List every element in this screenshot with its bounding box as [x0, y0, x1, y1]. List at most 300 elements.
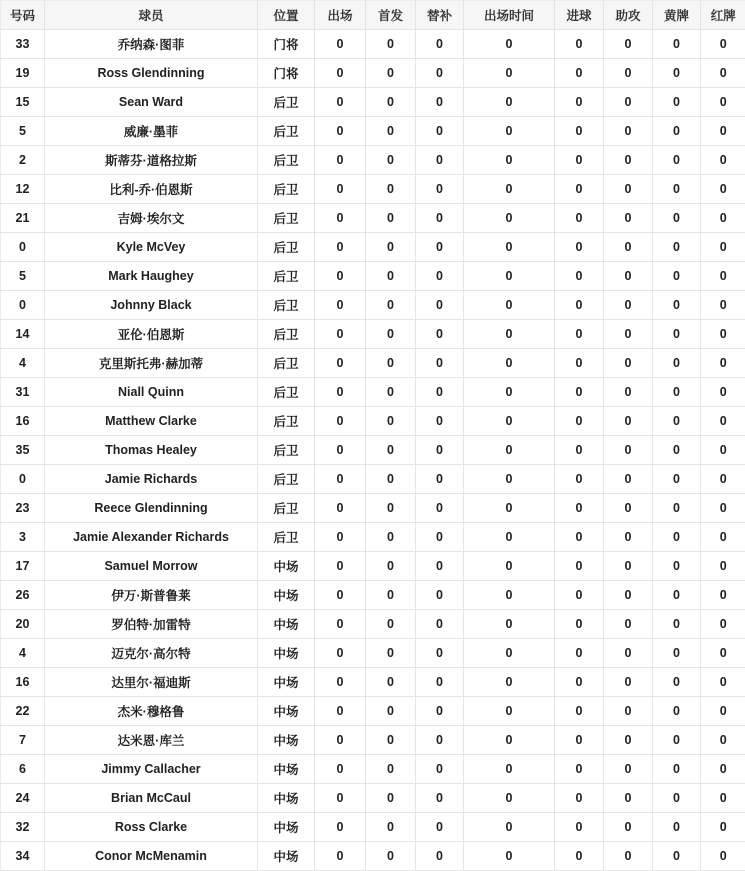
cell-assists: 0 [604, 523, 653, 552]
cell-assists: 0 [604, 784, 653, 813]
cell-assists: 0 [604, 465, 653, 494]
cell-apps: 0 [315, 726, 366, 755]
cell-starts: 0 [366, 465, 416, 494]
cell-apps: 0 [315, 668, 366, 697]
cell-yellow: 0 [653, 88, 701, 117]
cell-player: 迈克尔·高尔特 [45, 639, 258, 668]
column-header-subs: 替补 [416, 1, 464, 30]
cell-number: 7 [1, 726, 45, 755]
cell-red: 0 [701, 552, 745, 581]
cell-assists: 0 [604, 175, 653, 204]
table-row [1, 262, 745, 291]
cell-apps: 0 [315, 291, 366, 320]
cell-starts: 0 [366, 784, 416, 813]
cell-minutes: 0 [464, 697, 555, 726]
cell-apps: 0 [315, 697, 366, 726]
cell-minutes: 0 [464, 436, 555, 465]
cell-position: 后卫 [258, 262, 315, 291]
cell-goals: 0 [555, 784, 604, 813]
cell-yellow: 0 [653, 842, 701, 871]
cell-yellow: 0 [653, 494, 701, 523]
cell-yellow: 0 [653, 146, 701, 175]
cell-subs: 0 [416, 581, 464, 610]
cell-red: 0 [701, 755, 745, 784]
cell-apps: 0 [315, 233, 366, 262]
cell-red: 0 [701, 465, 745, 494]
cell-red: 0 [701, 349, 745, 378]
cell-starts: 0 [366, 668, 416, 697]
cell-number: 2 [1, 146, 45, 175]
header-row [1, 1, 745, 30]
cell-red: 0 [701, 117, 745, 146]
cell-number: 24 [1, 784, 45, 813]
cell-number: 0 [1, 233, 45, 262]
cell-number: 19 [1, 59, 45, 88]
cell-player: Jamie Richards [45, 465, 258, 494]
cell-minutes: 0 [464, 523, 555, 552]
cell-player: 杰米·穆格鲁 [45, 697, 258, 726]
cell-minutes: 0 [464, 407, 555, 436]
cell-goals: 0 [555, 378, 604, 407]
column-header-assists: 助攻 [604, 1, 653, 30]
column-header-starts: 首发 [366, 1, 416, 30]
cell-subs: 0 [416, 30, 464, 59]
cell-number: 16 [1, 668, 45, 697]
cell-goals: 0 [555, 233, 604, 262]
table-row [1, 668, 745, 697]
cell-assists: 0 [604, 552, 653, 581]
cell-player: Sean Ward [45, 88, 258, 117]
table-row [1, 88, 745, 117]
cell-number: 0 [1, 465, 45, 494]
table-row [1, 610, 745, 639]
cell-yellow: 0 [653, 233, 701, 262]
cell-number: 14 [1, 320, 45, 349]
cell-subs: 0 [416, 813, 464, 842]
cell-yellow: 0 [653, 610, 701, 639]
cell-number: 21 [1, 204, 45, 233]
cell-subs: 0 [416, 320, 464, 349]
cell-subs: 0 [416, 610, 464, 639]
cell-player: Matthew Clarke [45, 407, 258, 436]
table-row [1, 204, 745, 233]
table-row [1, 291, 745, 320]
cell-assists: 0 [604, 320, 653, 349]
column-header-position: 位置 [258, 1, 315, 30]
cell-red: 0 [701, 59, 745, 88]
cell-goals: 0 [555, 726, 604, 755]
cell-position: 后卫 [258, 175, 315, 204]
cell-position: 后卫 [258, 465, 315, 494]
cell-minutes: 0 [464, 262, 555, 291]
cell-assists: 0 [604, 755, 653, 784]
cell-minutes: 0 [464, 59, 555, 88]
cell-starts: 0 [366, 262, 416, 291]
cell-player: 比利-乔·伯恩斯 [45, 175, 258, 204]
cell-subs: 0 [416, 117, 464, 146]
cell-apps: 0 [315, 465, 366, 494]
cell-assists: 0 [604, 842, 653, 871]
cell-red: 0 [701, 523, 745, 552]
cell-number: 3 [1, 523, 45, 552]
cell-subs: 0 [416, 726, 464, 755]
cell-player: 吉姆·埃尔文 [45, 204, 258, 233]
cell-red: 0 [701, 175, 745, 204]
cell-position: 中场 [258, 755, 315, 784]
cell-subs: 0 [416, 494, 464, 523]
cell-red: 0 [701, 813, 745, 842]
cell-number: 33 [1, 30, 45, 59]
cell-subs: 0 [416, 233, 464, 262]
cell-goals: 0 [555, 552, 604, 581]
cell-goals: 0 [555, 320, 604, 349]
table-row [1, 552, 745, 581]
cell-minutes: 0 [464, 378, 555, 407]
cell-starts: 0 [366, 755, 416, 784]
cell-player: Brian McCaul [45, 784, 258, 813]
cell-starts: 0 [366, 233, 416, 262]
cell-red: 0 [701, 233, 745, 262]
table-row [1, 494, 745, 523]
cell-assists: 0 [604, 262, 653, 291]
cell-number: 23 [1, 494, 45, 523]
cell-position: 中场 [258, 552, 315, 581]
column-header-player: 球员 [45, 1, 258, 30]
table-row [1, 523, 745, 552]
cell-apps: 0 [315, 494, 366, 523]
cell-minutes: 0 [464, 88, 555, 117]
cell-apps: 0 [315, 407, 366, 436]
cell-yellow: 0 [653, 175, 701, 204]
cell-position: 中场 [258, 842, 315, 871]
cell-subs: 0 [416, 407, 464, 436]
cell-starts: 0 [366, 523, 416, 552]
cell-player: Ross Clarke [45, 813, 258, 842]
cell-minutes: 0 [464, 581, 555, 610]
cell-red: 0 [701, 436, 745, 465]
cell-assists: 0 [604, 88, 653, 117]
cell-starts: 0 [366, 320, 416, 349]
cell-position: 后卫 [258, 320, 315, 349]
cell-player: 威廉·墨菲 [45, 117, 258, 146]
cell-player: Jamie Alexander Richards [45, 523, 258, 552]
table-row [1, 697, 745, 726]
cell-position: 后卫 [258, 146, 315, 175]
cell-starts: 0 [366, 842, 416, 871]
cell-position: 中场 [258, 784, 315, 813]
cell-apps: 0 [315, 59, 366, 88]
cell-yellow: 0 [653, 668, 701, 697]
table-row [1, 117, 745, 146]
cell-red: 0 [701, 842, 745, 871]
cell-apps: 0 [315, 755, 366, 784]
cell-red: 0 [701, 204, 745, 233]
table-row [1, 175, 745, 204]
cell-red: 0 [701, 291, 745, 320]
cell-minutes: 0 [464, 494, 555, 523]
cell-apps: 0 [315, 436, 366, 465]
cell-position: 后卫 [258, 407, 315, 436]
cell-number: 35 [1, 436, 45, 465]
table-row [1, 407, 745, 436]
cell-starts: 0 [366, 59, 416, 88]
cell-number: 31 [1, 378, 45, 407]
cell-subs: 0 [416, 523, 464, 552]
cell-red: 0 [701, 494, 745, 523]
cell-assists: 0 [604, 30, 653, 59]
cell-subs: 0 [416, 465, 464, 494]
cell-number: 32 [1, 813, 45, 842]
cell-apps: 0 [315, 523, 366, 552]
cell-position: 中场 [258, 813, 315, 842]
cell-assists: 0 [604, 117, 653, 146]
cell-starts: 0 [366, 88, 416, 117]
cell-minutes: 0 [464, 146, 555, 175]
cell-starts: 0 [366, 175, 416, 204]
cell-apps: 0 [315, 378, 366, 407]
cell-goals: 0 [555, 436, 604, 465]
cell-player: Samuel Morrow [45, 552, 258, 581]
cell-red: 0 [701, 784, 745, 813]
cell-apps: 0 [315, 320, 366, 349]
cell-assists: 0 [604, 610, 653, 639]
cell-player: Jimmy Callacher [45, 755, 258, 784]
table-row [1, 436, 745, 465]
cell-yellow: 0 [653, 697, 701, 726]
cell-number: 16 [1, 407, 45, 436]
cell-minutes: 0 [464, 465, 555, 494]
cell-number: 15 [1, 88, 45, 117]
cell-goals: 0 [555, 842, 604, 871]
cell-goals: 0 [555, 639, 604, 668]
cell-minutes: 0 [464, 668, 555, 697]
cell-player: 伊万·斯普鲁莱 [45, 581, 258, 610]
cell-subs: 0 [416, 755, 464, 784]
cell-goals: 0 [555, 262, 604, 291]
cell-red: 0 [701, 581, 745, 610]
cell-subs: 0 [416, 784, 464, 813]
table-row [1, 30, 745, 59]
cell-assists: 0 [604, 349, 653, 378]
cell-player: 亚伦·伯恩斯 [45, 320, 258, 349]
cell-position: 中场 [258, 610, 315, 639]
cell-assists: 0 [604, 494, 653, 523]
cell-goals: 0 [555, 59, 604, 88]
table-row [1, 378, 745, 407]
table-row [1, 581, 745, 610]
cell-yellow: 0 [653, 552, 701, 581]
cell-number: 6 [1, 755, 45, 784]
cell-minutes: 0 [464, 117, 555, 146]
cell-player: 达里尔·福迪斯 [45, 668, 258, 697]
cell-goals: 0 [555, 465, 604, 494]
cell-position: 后卫 [258, 291, 315, 320]
table-row [1, 146, 745, 175]
cell-subs: 0 [416, 262, 464, 291]
cell-apps: 0 [315, 30, 366, 59]
cell-yellow: 0 [653, 436, 701, 465]
cell-starts: 0 [366, 494, 416, 523]
cell-goals: 0 [555, 30, 604, 59]
cell-yellow: 0 [653, 30, 701, 59]
cell-minutes: 0 [464, 813, 555, 842]
cell-assists: 0 [604, 291, 653, 320]
cell-player: Thomas Healey [45, 436, 258, 465]
cell-red: 0 [701, 668, 745, 697]
cell-position: 中场 [258, 668, 315, 697]
cell-subs: 0 [416, 697, 464, 726]
cell-starts: 0 [366, 30, 416, 59]
cell-subs: 0 [416, 204, 464, 233]
column-header-number: 号码 [1, 1, 45, 30]
cell-goals: 0 [555, 523, 604, 552]
cell-goals: 0 [555, 668, 604, 697]
table-row [1, 465, 745, 494]
cell-minutes: 0 [464, 233, 555, 262]
table-row [1, 233, 745, 262]
cell-assists: 0 [604, 639, 653, 668]
cell-player: 罗伯特·加雷特 [45, 610, 258, 639]
cell-position: 中场 [258, 639, 315, 668]
cell-position: 中场 [258, 697, 315, 726]
cell-player: Kyle McVey [45, 233, 258, 262]
cell-number: 5 [1, 117, 45, 146]
cell-starts: 0 [366, 552, 416, 581]
cell-minutes: 0 [464, 842, 555, 871]
cell-yellow: 0 [653, 378, 701, 407]
cell-position: 中场 [258, 581, 315, 610]
cell-subs: 0 [416, 668, 464, 697]
cell-starts: 0 [366, 349, 416, 378]
cell-assists: 0 [604, 146, 653, 175]
cell-yellow: 0 [653, 117, 701, 146]
column-header-minutes: 出场时间 [464, 1, 555, 30]
cell-goals: 0 [555, 349, 604, 378]
cell-starts: 0 [366, 581, 416, 610]
cell-yellow: 0 [653, 784, 701, 813]
cell-red: 0 [701, 639, 745, 668]
cell-red: 0 [701, 30, 745, 59]
cell-player: Johnny Black [45, 291, 258, 320]
cell-subs: 0 [416, 175, 464, 204]
table-row [1, 349, 745, 378]
cell-minutes: 0 [464, 726, 555, 755]
cell-red: 0 [701, 378, 745, 407]
cell-player: 克里斯托弗·赫加蒂 [45, 349, 258, 378]
cell-subs: 0 [416, 639, 464, 668]
cell-subs: 0 [416, 378, 464, 407]
cell-assists: 0 [604, 813, 653, 842]
cell-position: 后卫 [258, 349, 315, 378]
cell-apps: 0 [315, 813, 366, 842]
cell-number: 0 [1, 291, 45, 320]
table-row [1, 755, 745, 784]
cell-yellow: 0 [653, 291, 701, 320]
cell-subs: 0 [416, 59, 464, 88]
column-header-goals: 进球 [555, 1, 604, 30]
cell-apps: 0 [315, 146, 366, 175]
cell-minutes: 0 [464, 204, 555, 233]
cell-goals: 0 [555, 204, 604, 233]
cell-starts: 0 [366, 639, 416, 668]
cell-apps: 0 [315, 610, 366, 639]
table-row [1, 842, 745, 871]
cell-assists: 0 [604, 668, 653, 697]
cell-position: 门将 [258, 30, 315, 59]
cell-assists: 0 [604, 233, 653, 262]
cell-starts: 0 [366, 204, 416, 233]
table-row [1, 59, 745, 88]
cell-goals: 0 [555, 813, 604, 842]
cell-assists: 0 [604, 726, 653, 755]
cell-yellow: 0 [653, 523, 701, 552]
cell-assists: 0 [604, 378, 653, 407]
cell-minutes: 0 [464, 349, 555, 378]
cell-subs: 0 [416, 552, 464, 581]
cell-goals: 0 [555, 755, 604, 784]
cell-subs: 0 [416, 349, 464, 378]
cell-yellow: 0 [653, 639, 701, 668]
cell-goals: 0 [555, 117, 604, 146]
cell-subs: 0 [416, 436, 464, 465]
cell-starts: 0 [366, 436, 416, 465]
cell-starts: 0 [366, 146, 416, 175]
cell-player: Niall Quinn [45, 378, 258, 407]
cell-starts: 0 [366, 697, 416, 726]
cell-position: 后卫 [258, 378, 315, 407]
cell-subs: 0 [416, 88, 464, 117]
cell-assists: 0 [604, 436, 653, 465]
table-row [1, 320, 745, 349]
cell-yellow: 0 [653, 204, 701, 233]
cell-number: 22 [1, 697, 45, 726]
cell-apps: 0 [315, 349, 366, 378]
column-header-red: 红牌 [701, 1, 745, 30]
cell-minutes: 0 [464, 552, 555, 581]
cell-red: 0 [701, 610, 745, 639]
cell-player: Reece Glendinning [45, 494, 258, 523]
cell-apps: 0 [315, 842, 366, 871]
cell-number: 5 [1, 262, 45, 291]
cell-goals: 0 [555, 581, 604, 610]
cell-apps: 0 [315, 204, 366, 233]
cell-apps: 0 [315, 784, 366, 813]
table-row [1, 726, 745, 755]
cell-apps: 0 [315, 581, 366, 610]
cell-goals: 0 [555, 610, 604, 639]
cell-yellow: 0 [653, 262, 701, 291]
cell-minutes: 0 [464, 610, 555, 639]
cell-yellow: 0 [653, 813, 701, 842]
cell-goals: 0 [555, 494, 604, 523]
cell-number: 4 [1, 639, 45, 668]
cell-yellow: 0 [653, 755, 701, 784]
cell-yellow: 0 [653, 320, 701, 349]
cell-position: 后卫 [258, 204, 315, 233]
cell-minutes: 0 [464, 639, 555, 668]
cell-minutes: 0 [464, 320, 555, 349]
cell-starts: 0 [366, 407, 416, 436]
cell-goals: 0 [555, 88, 604, 117]
cell-red: 0 [701, 726, 745, 755]
column-header-yellow: 黄牌 [653, 1, 701, 30]
table-header [1, 1, 745, 30]
cell-goals: 0 [555, 146, 604, 175]
cell-goals: 0 [555, 291, 604, 320]
cell-player: Ross Glendinning [45, 59, 258, 88]
cell-player: Conor McMenamin [45, 842, 258, 871]
column-header-apps: 出场 [315, 1, 366, 30]
